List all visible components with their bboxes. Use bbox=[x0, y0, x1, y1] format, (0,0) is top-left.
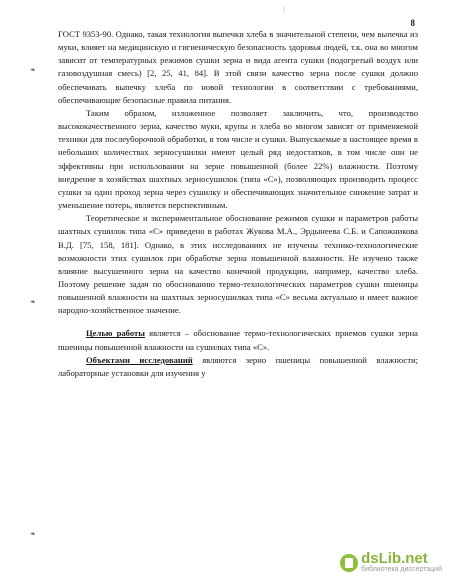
objects-label: Объектами исследований bbox=[86, 354, 193, 365]
paragraph-goal bbox=[58, 327, 418, 353]
book-icon bbox=[340, 554, 358, 572]
watermark-subtitle: библиотека диссертаций bbox=[361, 566, 442, 573]
margin-mark: ❧ bbox=[30, 66, 36, 74]
paragraph: Таким образом, изложенное позволяет заключить, что, производство высококачественного зерна, качество муки, крупы и хлеба во многом зависят от применяемой техники для послеуборочной обработки, в том числе и сушки. Выпускаемые в настоящее время в небольших количествах зерносушилки имеют целый ряд недостатков, в том числе они не эффективны при использовании на зерне повышенной (более 22%) влажности. Поэтому внедрение в хозяйствах шахтных зерносушилок (типа «С»), позволяющих производить процесс сушки за один проход зерна через сушилку и обеспечивающих значительное снижение затрат и уменьшение потерь, является перспективным. bbox=[58, 107, 418, 211]
watermark bbox=[340, 551, 442, 574]
top-mark: \ bbox=[283, 6, 285, 14]
watermark-brand: dsLib.net bbox=[361, 550, 428, 567]
objects-text: являются зерно пшеницы повышенной влажности; лабораторные установки для изучения у bbox=[58, 354, 418, 378]
paragraph-objects bbox=[58, 354, 418, 380]
goal-label: Целью работы bbox=[86, 328, 145, 339]
goal-text: является – обоснование термо-технологических приемов сушки зерна пшеницы повышенной влажности на сушилках типа «С». bbox=[58, 328, 418, 352]
paragraph: ГОСТ 9353-90. Однако, такая технология выпечки хлеба в значительной степени, чем выпечка из муки, влияет на медицинскую и гигиеническую безопасность здоровья людей, т.к. она во многом зависит от температурных режимов сушки зерна и вида агента сушки (подогретый воздух или газовоздушная смесь) [2, 25, 41, 84]. В этой связи качество зерна после сушки должно обеспечивать выпечку хлеба по новой технологии в соответствии с требованиями, обеспечивающие безопасные правила питания. bbox=[58, 29, 418, 105]
margin-mark: ❧ bbox=[30, 530, 36, 538]
paragraph: Теоретическое и экспериментальное обоснование режимов сушки и параметров работы шахтных сушилок типа «С» приведено в работах Жукова М.А., Эрдынеева С.Б. и Сапожникова В.Д. [75, 158, 181]. Однако, в этих исследованиях не изучены технико-технологические возможности этих сушилок при обработке зерна повышенной влажности. Не изучено также влияние высушенного зерна на качество конечной продукции, например, качество хлеба. Поэтому решение задач по обоснованию термо-технологических параметров сушки пшеницы повышенной влажности на шахтных зерносушилках типа «С» весьма актуально и имеет важное народно-хозяйственное значение. bbox=[58, 213, 418, 316]
margin-mark: ❧ bbox=[30, 298, 36, 306]
page-number: 8 bbox=[410, 18, 415, 28]
body-text bbox=[58, 28, 418, 380]
